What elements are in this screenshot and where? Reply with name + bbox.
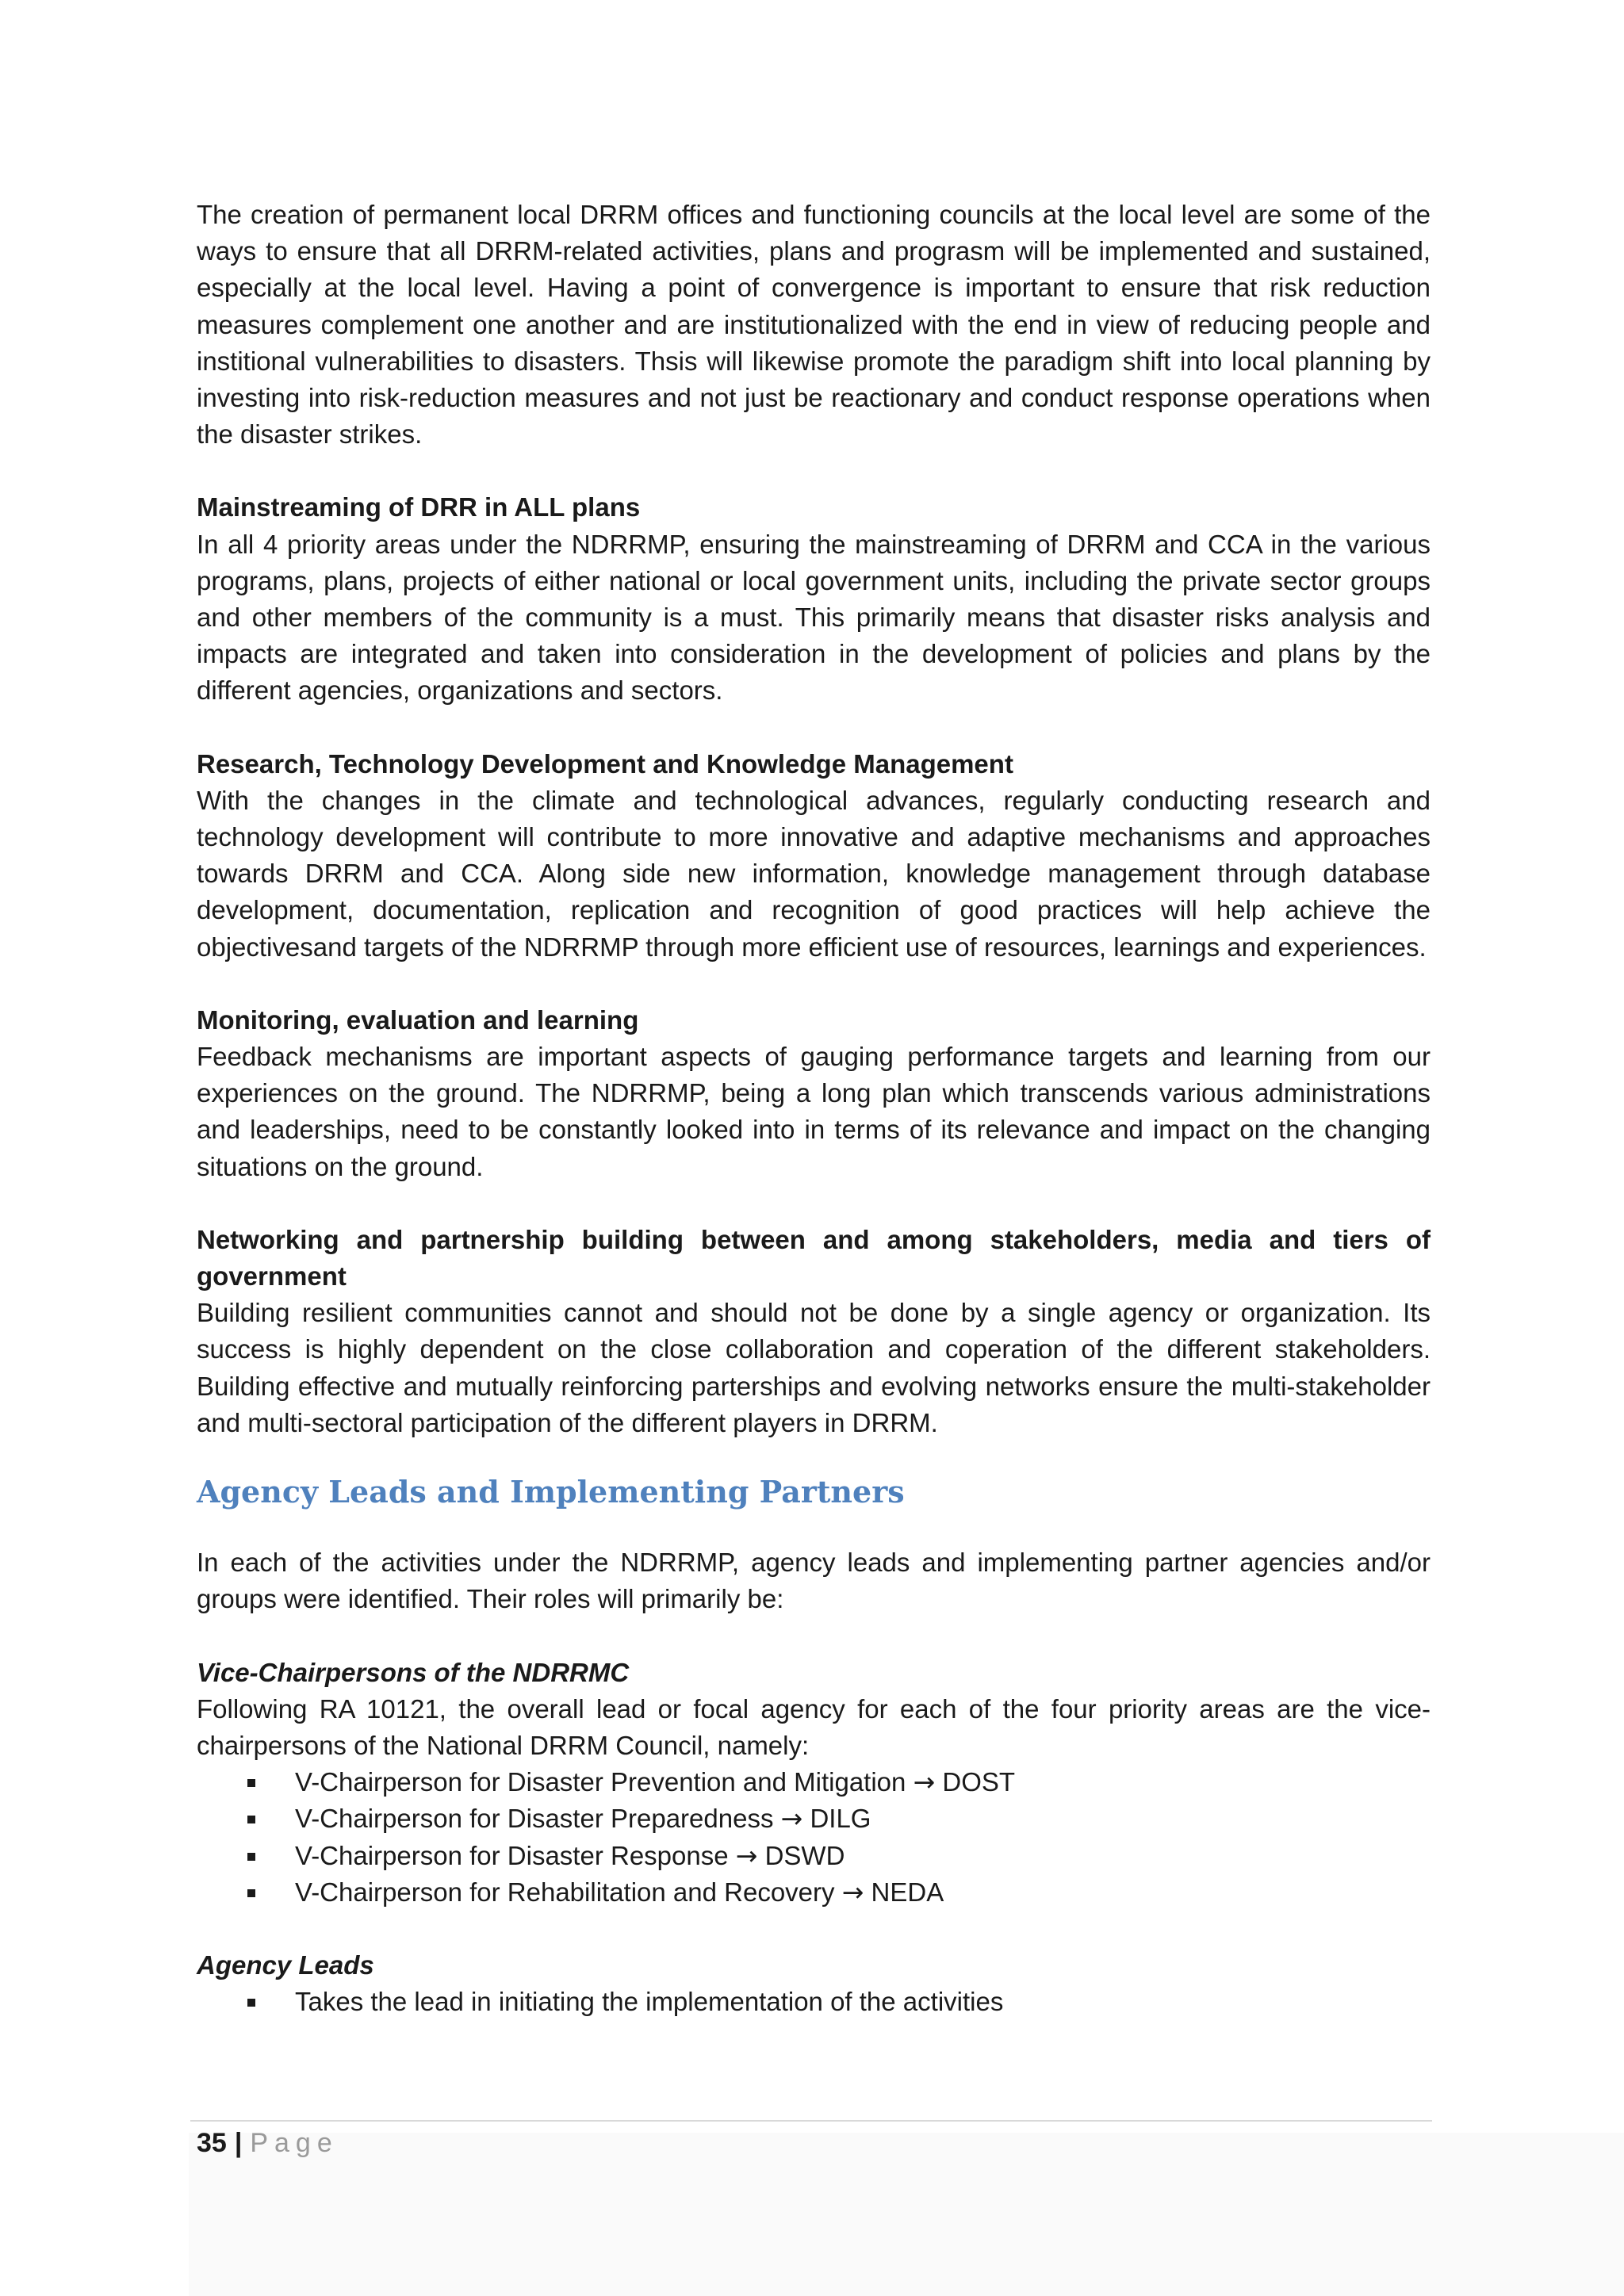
list-item: V-Chairperson for Disaster Preparedness → DILG: [197, 1800, 1431, 1837]
agency-leads-heading: Agency Leads: [197, 1950, 374, 1980]
vice-chair-list: [197, 1764, 1431, 1911]
bullet-icon: [247, 1816, 255, 1823]
list-item: Takes the lead in initiating the implementation of the activities: [197, 1984, 1431, 2020]
section-heading: Mainstreaming of DRR in ALL plans: [197, 492, 641, 522]
vice-chair-heading: Vice-Chairpersons of the NDRRMC: [197, 1657, 630, 1687]
agency-intro: In each of the activities under the NDRRMP, agency leads and implementing partner agencies and/or groups were identified. Their roles will primarily be:: [197, 1548, 1431, 1614]
bullet-icon: [247, 1889, 255, 1897]
arrow-right-icon: →: [913, 1766, 936, 1798]
bullet-icon: [247, 1999, 255, 2007]
page-label: Page: [250, 2128, 339, 2158]
document-page: [197, 197, 1431, 2020]
list-item: V-Chairperson for Rehabilitation and Recovery → NEDA: [197, 1874, 1431, 1911]
bullet-icon: [247, 1779, 255, 1787]
agency-heading: Agency Leads and Implementing Partners: [197, 1474, 905, 1510]
arrow-right-icon: →: [735, 1839, 758, 1871]
section-heading: Research, Technology Development and Knowledge Management: [197, 748, 1013, 779]
section-body: Feedback mechanisms are important aspects of gauging performance targets and learning from our experiences on the ground. The NDRRMP, being a long plan which transcends various administrations and leaderships, need to be constantly looked into in terms of its relevance and impact on the changing situations on the ground.: [197, 1042, 1431, 1181]
section-heading: Monitoring, evaluation and learning: [197, 1004, 639, 1035]
page-number: 35: [197, 2128, 227, 2158]
bullet-icon: [247, 1853, 255, 1861]
footer-shade: [189, 2133, 1624, 2296]
agency-leads-list: [197, 1984, 1431, 2020]
vice-chair-body: Following RA 10121, the overall lead or focal agency for each of the four priority areas are the vice-chairpersons of the National DRRM Council, namely:: [197, 1693, 1431, 1760]
intro-paragraph: The creation of permanent local DRRM offices and functioning councils at the local level are some of the ways to ensure that all DRRM-related activities, plans and prograsm will be implemented and sustained, especially at the local level. Having a point of convergence is important to ensure that risk reduction measures complement one another and are institutionalized with the end in view of reducing people and institional vulnerabilities to disasters. Thsis will likewise promote the paradigm shift into local planning by investing into risk-reduction measures and not just be reactionary and conduct response operations when the disaster strikes.: [197, 200, 1431, 450]
arrow-right-icon: →: [780, 1803, 803, 1835]
footer-separator: |: [234, 2128, 243, 2158]
section-heading: Networking and partnership building between and among stakeholders, media and tiers of government: [197, 1224, 1431, 1292]
arrow-right-icon: →: [841, 1876, 864, 1908]
footer-divider: [190, 2120, 1432, 2122]
section-body: Building resilient communities cannot and should not be done by a single agency or organization. Its success is highly dependent on the close collaboration and coperation of the different stakeholders. Building effective and mutually reinforcing parterships and evolving networks ensure the multi-stakeholder and multi-sectoral participation of the different players in DRRM.: [197, 1298, 1431, 1437]
section-body: With the changes in the climate and technological advances, regularly conducting research and technology development will contribute to more innovative and adaptive mechanisms and approaches towards DRRM and CCA. Along side new information, knowledge management through database development, documentation, replication and recognition of good practices will help achieve the objectivesand targets of the NDRRMP through more efficient use of resources, learnings and experiences.: [197, 785, 1431, 962]
list-item: V-Chairperson for Disaster Response → DSWD: [197, 1838, 1431, 1874]
page-footer: [197, 2125, 339, 2161]
list-item: V-Chairperson for Disaster Prevention and Mitigation → DOST: [197, 1764, 1431, 1800]
section-body: In all 4 priority areas under the NDRRMP, ensuring the mainstreaming of DRRM and CCA in the various programs, plans, projects of either national or local government units, including the private sector groups and other members of the community is a must. This primarily means that disaster risks analysis and impacts are integrated and taken into consideration in the development of policies and plans by the different agencies, organizations and sectors.: [197, 529, 1431, 706]
